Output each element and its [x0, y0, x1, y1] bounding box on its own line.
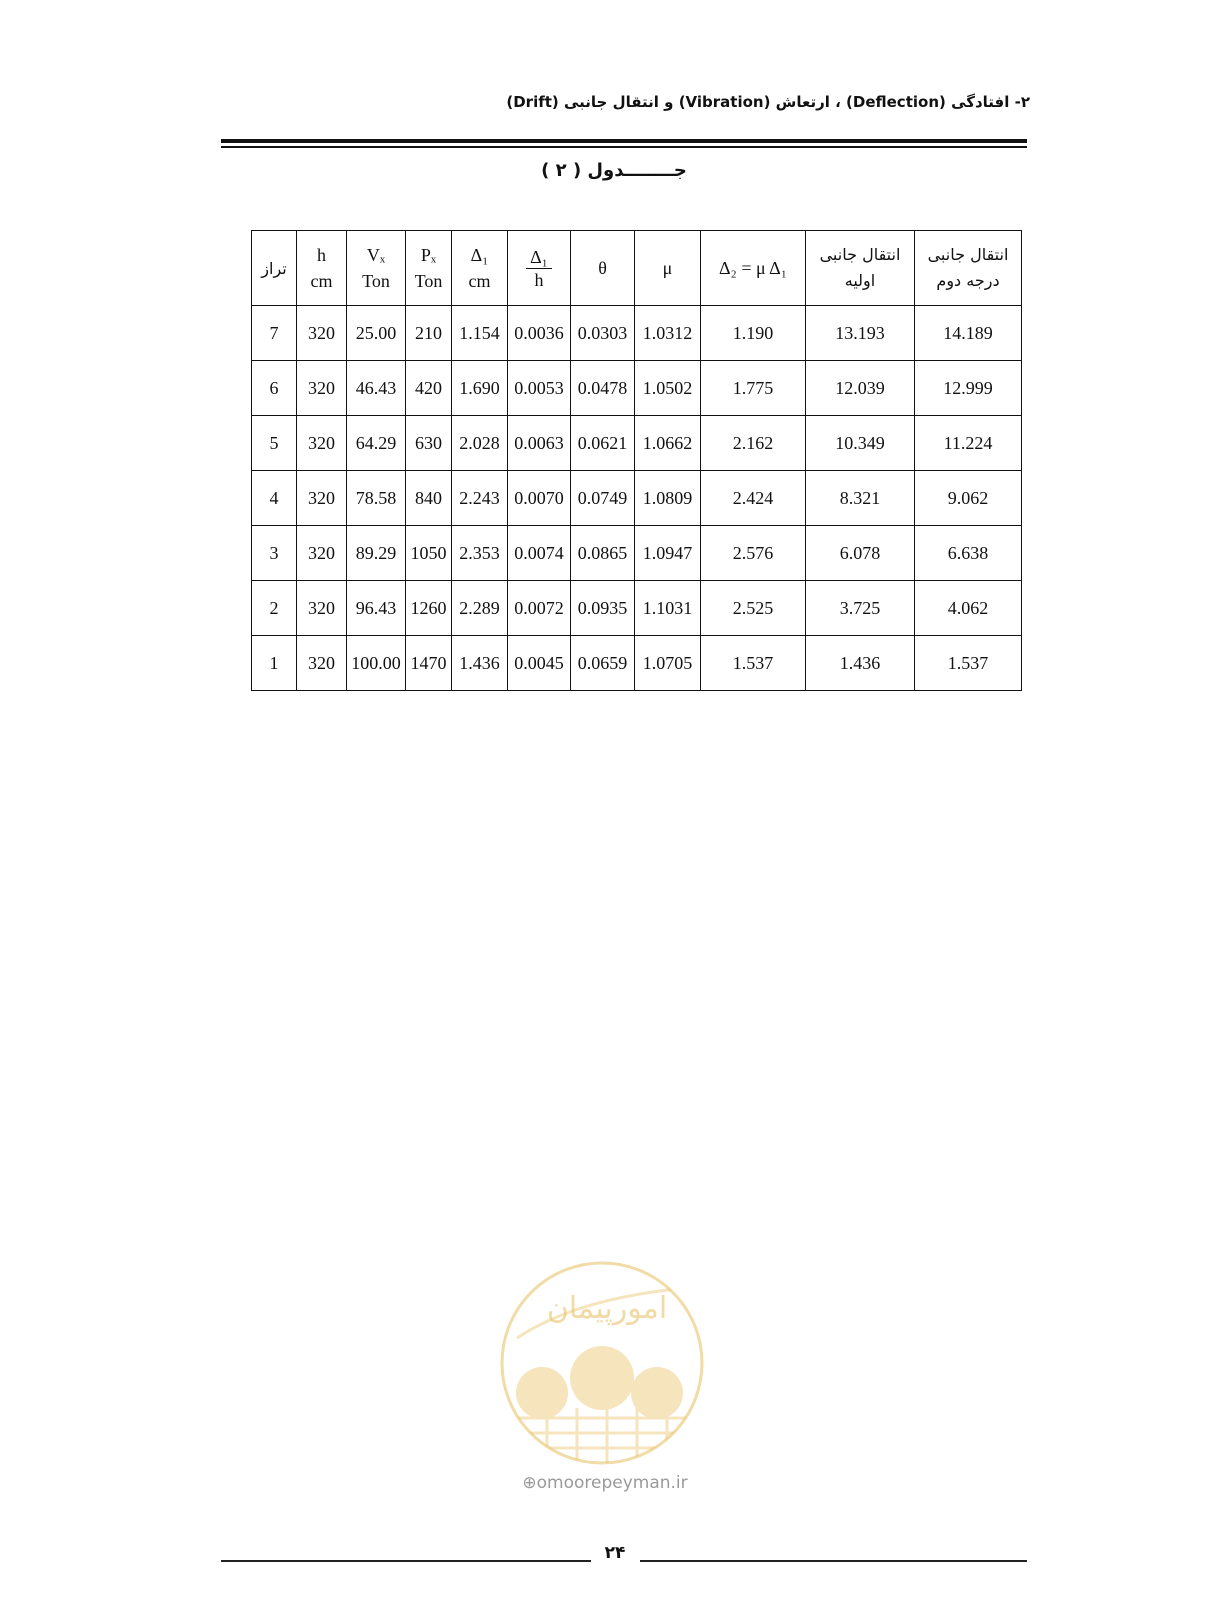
drift-table [251, 230, 1022, 691]
cell-second-order-drift: 9.062 [915, 471, 1022, 526]
header-vx: Vₓ Ton [347, 231, 406, 306]
cell-delta1-over-h: 0.0070 [508, 471, 571, 526]
cell-primary-drift: 3.725 [806, 581, 915, 636]
cell-delta1: 2.243 [452, 471, 508, 526]
page-number: ۲۴ [604, 1543, 626, 1563]
cell-delta2: 1.775 [701, 361, 806, 416]
header-h: h cm [297, 231, 347, 306]
cell-delta1: 1.436 [452, 636, 508, 691]
cell-vx: 96.43 [347, 581, 406, 636]
cell-delta2: 2.576 [701, 526, 806, 581]
cell-level: 1 [252, 636, 297, 691]
cell-second-order-drift: 12.999 [915, 361, 1022, 416]
section-title: ۲- افتادگی (Deflection) ، ارتعاش (Vibration) و انتقال جانبی (Drift) [506, 93, 1030, 111]
cell-vx: 25.00 [347, 306, 406, 361]
header-rule-thin [221, 146, 1027, 148]
cell-mu: 1.0502 [635, 361, 701, 416]
table-row [252, 471, 1022, 526]
header-theta: θ [571, 231, 635, 306]
globe-icon: ⊕ [522, 1473, 537, 1493]
cell-px: 1470 [406, 636, 452, 691]
cell-delta2: 2.424 [701, 471, 806, 526]
cell-h: 320 [297, 636, 347, 691]
cell-px: 210 [406, 306, 452, 361]
cell-vx: 64.29 [347, 416, 406, 471]
cell-delta2: 2.162 [701, 416, 806, 471]
cell-delta1-over-h: 0.0074 [508, 526, 571, 581]
cell-vx: 89.29 [347, 526, 406, 581]
cell-level: 4 [252, 471, 297, 526]
cell-level: 3 [252, 526, 297, 581]
cell-theta: 0.0621 [571, 416, 635, 471]
cell-px: 1050 [406, 526, 452, 581]
cell-px: 630 [406, 416, 452, 471]
cell-delta1: 2.028 [452, 416, 508, 471]
cell-h: 320 [297, 361, 347, 416]
footer-rule-left [221, 1560, 591, 1562]
watermark-site: ⊕omoorepeyman.ir [522, 1473, 688, 1493]
cell-mu: 1.0662 [635, 416, 701, 471]
watermark-logo-text: امورپیمان [546, 1291, 668, 1326]
cell-delta1: 1.690 [452, 361, 508, 416]
cell-theta: 0.0865 [571, 526, 635, 581]
table-row [252, 361, 1022, 416]
cell-mu: 1.0947 [635, 526, 701, 581]
table-row [252, 581, 1022, 636]
cell-level: 5 [252, 416, 297, 471]
cell-delta1: 2.289 [452, 581, 508, 636]
cell-delta2: 1.537 [701, 636, 806, 691]
cell-primary-drift: 10.349 [806, 416, 915, 471]
header-second-order-drift: انتقال جانبی درجه دوم [915, 231, 1022, 306]
cell-vx: 100.00 [347, 636, 406, 691]
cell-level: 7 [252, 306, 297, 361]
cell-theta: 0.0935 [571, 581, 635, 636]
cell-primary-drift: 8.321 [806, 471, 915, 526]
header-delta1: Δ₁ cm [452, 231, 508, 306]
cell-theta: 0.0659 [571, 636, 635, 691]
cell-delta1-over-h: 0.0036 [508, 306, 571, 361]
cell-primary-drift: 12.039 [806, 361, 915, 416]
cell-level: 6 [252, 361, 297, 416]
cell-px: 1260 [406, 581, 452, 636]
header-delta1-over-h: $\frac{\text{Δ₁}}{h}$ [508, 231, 571, 306]
cell-theta: 0.0303 [571, 306, 635, 361]
watermark-logo [497, 1258, 707, 1468]
cell-second-order-drift: 11.224 [915, 416, 1022, 471]
cell-second-order-drift: 14.189 [915, 306, 1022, 361]
cell-theta: 0.0749 [571, 471, 635, 526]
table-row [252, 306, 1022, 361]
cell-mu: 1.0705 [635, 636, 701, 691]
table-header-row [252, 231, 1022, 306]
cell-h: 320 [297, 306, 347, 361]
header-level: تراز [252, 231, 297, 306]
table-title: جــــــــدول ( ۲ ) [541, 160, 687, 181]
header-delta2: Δ₂ = μ Δ₁ [701, 231, 806, 306]
header-px: Pₓ Ton [406, 231, 452, 306]
cell-second-order-drift: 6.638 [915, 526, 1022, 581]
cell-primary-drift: 13.193 [806, 306, 915, 361]
cell-h: 320 [297, 581, 347, 636]
cell-vx: 78.58 [347, 471, 406, 526]
cell-delta2: 2.525 [701, 581, 806, 636]
cell-h: 320 [297, 416, 347, 471]
cell-mu: 1.0312 [635, 306, 701, 361]
header-mu: μ [635, 231, 701, 306]
cell-second-order-drift: 1.537 [915, 636, 1022, 691]
table-body [252, 306, 1022, 691]
cell-px: 840 [406, 471, 452, 526]
cell-delta1-over-h: 0.0045 [508, 636, 571, 691]
cell-h: 320 [297, 471, 347, 526]
cell-h: 320 [297, 526, 347, 581]
cell-mu: 1.1031 [635, 581, 701, 636]
cell-second-order-drift: 4.062 [915, 581, 1022, 636]
cell-delta1-over-h: 0.0063 [508, 416, 571, 471]
cell-delta1-over-h: 0.0053 [508, 361, 571, 416]
footer-rule-right [640, 1560, 1027, 1562]
header-rule-thick [221, 139, 1027, 143]
cell-px: 420 [406, 361, 452, 416]
cell-primary-drift: 1.436 [806, 636, 915, 691]
cell-mu: 1.0809 [635, 471, 701, 526]
cell-delta1-over-h: 0.0072 [508, 581, 571, 636]
header-primary-drift: انتقال جانبی اولیه [806, 231, 915, 306]
cell-delta1: 1.154 [452, 306, 508, 361]
cell-theta: 0.0478 [571, 361, 635, 416]
cell-primary-drift: 6.078 [806, 526, 915, 581]
table-row [252, 636, 1022, 691]
cell-level: 2 [252, 581, 297, 636]
cell-vx: 46.43 [347, 361, 406, 416]
table-row [252, 416, 1022, 471]
cell-delta2: 1.190 [701, 306, 806, 361]
table-row [252, 526, 1022, 581]
cell-delta1: 2.353 [452, 526, 508, 581]
